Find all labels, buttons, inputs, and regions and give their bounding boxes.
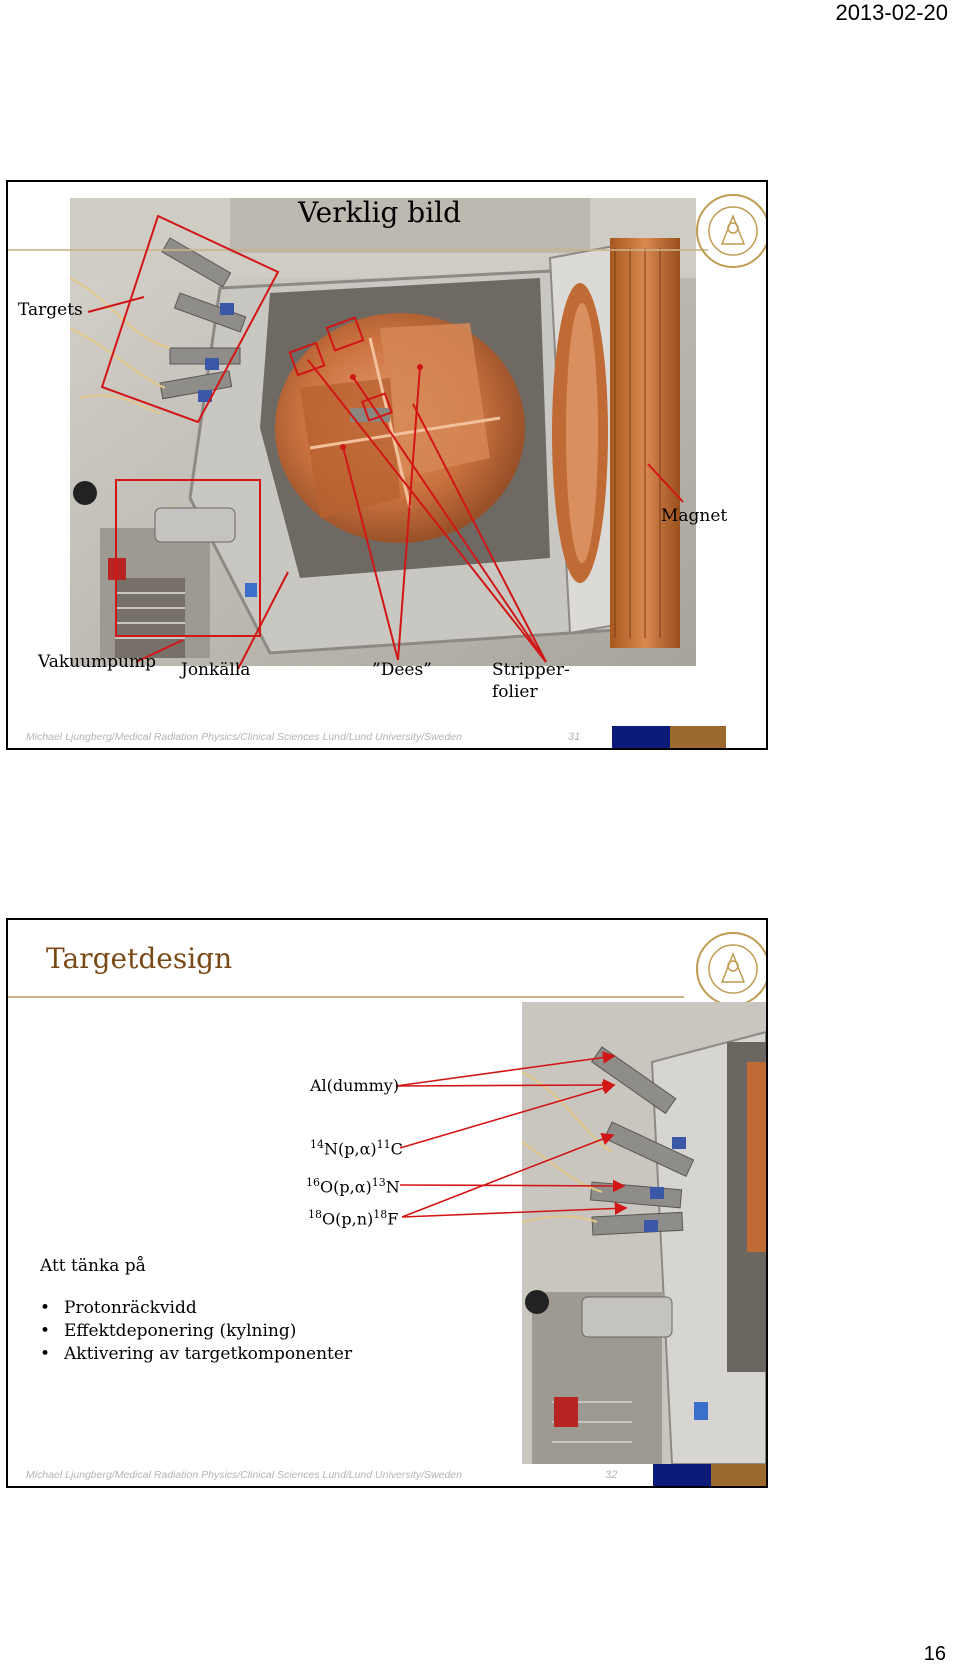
label-stripper-line2: folier <box>492 682 538 702</box>
reaction-o16 <box>306 1176 400 1196</box>
slide1-footer: Michael Ljungberg/Medical Radiation Physics/Clinical Sciences Lund/Lund University/Sweden <box>26 731 462 743</box>
vakuumpump-highlight-box <box>116 480 260 636</box>
list-item: • Protonräckvidd <box>40 1298 352 1318</box>
targets-highlight-box <box>102 216 278 422</box>
list-item: • Effektdeponering (kylning) <box>40 1321 352 1341</box>
label-vakuumpump: Vakuumpump <box>38 652 157 672</box>
reaction-n14-body: N(p,α) <box>324 1139 377 1159</box>
considerations-heading: Att tänka på <box>40 1256 146 1276</box>
reaction-arrows <box>8 920 766 1486</box>
reaction-n14-product-mass: 11 <box>376 1138 391 1151</box>
footer-band-bronze <box>670 726 726 748</box>
label-targets: Targets <box>18 300 83 320</box>
reaction-o16-product: N <box>385 1177 400 1197</box>
page-date: 2013-02-20 <box>835 0 948 25</box>
label-stripper-line1: Stripper- <box>492 660 570 680</box>
page-number: 16 <box>923 1643 946 1665</box>
considerations-list <box>40 1298 352 1367</box>
footer-band-navy <box>612 726 670 748</box>
dee-marker-2 <box>327 318 363 351</box>
label-magnet: Magnet <box>661 506 728 526</box>
reaction-o18 <box>308 1208 398 1228</box>
slide2-title: Targetdesign <box>46 942 233 975</box>
reaction-o18-mass: 18 <box>308 1208 322 1221</box>
reaction-al-dummy: Al(dummy) <box>310 1076 400 1095</box>
slide-verklig-bild <box>6 180 768 750</box>
footer-band-bronze <box>711 1464 767 1486</box>
reaction-o18-body: O(p,n) <box>322 1209 374 1229</box>
reaction-n14-mass: 14 <box>310 1138 324 1151</box>
slide-targetdesign <box>6 918 768 1488</box>
footer-band-navy <box>653 1464 711 1486</box>
reaction-o16-body: O(p,α) <box>320 1177 372 1197</box>
label-jonkalla: Jonkälla <box>181 660 251 680</box>
reaction-o16-product-mass: 13 <box>371 1176 386 1189</box>
slide2-number: 32 <box>605 1469 618 1481</box>
label-dees: ”Dees” <box>372 660 432 680</box>
slide2-footer: Michael Ljungberg/Medical Radiation Physics/Clinical Sciences Lund/Lund University/Sweden <box>26 1469 462 1481</box>
dee-marker-1 <box>290 343 325 375</box>
reaction-o16-mass: 16 <box>306 1176 320 1189</box>
reaction-o18-product: F <box>387 1209 399 1229</box>
slide1-number: 31 <box>568 731 581 743</box>
slide1-title: Verklig bild <box>298 196 462 229</box>
reaction-n14 <box>310 1138 403 1158</box>
list-item: • Aktivering av targetkomponenter <box>40 1344 352 1364</box>
reaction-o18-product-mass: 18 <box>373 1208 388 1221</box>
reaction-n14-product: C <box>390 1139 403 1159</box>
